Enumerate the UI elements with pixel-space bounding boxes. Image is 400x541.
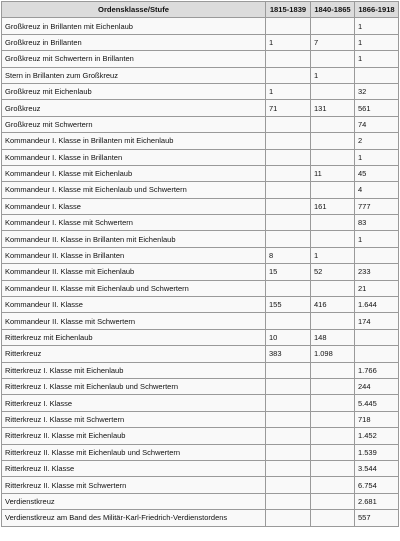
table-row <box>2 133 399 149</box>
table-row <box>2 395 399 411</box>
count-1866-1918-cell: 1.766 <box>355 362 399 378</box>
count-1866-1918-cell: 4 <box>355 182 399 198</box>
count-1815-1839-cell <box>266 460 311 476</box>
count-1815-1839-cell <box>266 411 311 427</box>
count-1840-1865-cell <box>311 231 355 247</box>
count-1866-1918-cell: 1.452 <box>355 428 399 444</box>
table-row <box>2 247 399 263</box>
table-row <box>2 477 399 493</box>
count-1840-1865-cell <box>311 477 355 493</box>
class-level-cell: Ritterkreuz I. Klasse mit Schwertern <box>2 411 266 427</box>
table-row <box>2 313 399 329</box>
table-row <box>2 100 399 116</box>
count-1840-1865-cell <box>311 460 355 476</box>
count-1840-1865-cell: 52 <box>311 264 355 280</box>
count-1815-1839-cell <box>266 313 311 329</box>
count-1866-1918-cell: 557 <box>355 510 399 526</box>
class-level-cell: Kommandeur I. Klasse mit Eichenlaub <box>2 165 266 181</box>
count-1866-1918-cell: 777 <box>355 198 399 214</box>
count-1815-1839-cell <box>266 444 311 460</box>
count-1840-1865-cell <box>311 411 355 427</box>
count-1815-1839-cell <box>266 133 311 149</box>
count-1866-1918-cell <box>355 329 399 345</box>
count-1840-1865-cell <box>311 444 355 460</box>
count-1866-1918-cell: 1 <box>355 34 399 50</box>
class-level-cell: Verdienstkreuz am Band des Militär-Karl-Friedrich-Verdienstordens <box>2 510 266 526</box>
count-1840-1865-cell <box>311 428 355 444</box>
count-1815-1839-cell <box>266 215 311 231</box>
class-level-cell: Ritterkreuz mit Eichenlaub <box>2 329 266 345</box>
count-1866-1918-cell: 21 <box>355 280 399 296</box>
count-1866-1918-cell: 1 <box>355 149 399 165</box>
count-1840-1865-cell <box>311 493 355 509</box>
table-row <box>2 215 399 231</box>
decorations-table <box>1 1 399 527</box>
class-level-cell: Kommandeur II. Klasse mit Eichenlaub <box>2 264 266 280</box>
count-1866-1918-cell: 1 <box>355 51 399 67</box>
table-row <box>2 297 399 313</box>
count-1866-1918-cell: 561 <box>355 100 399 116</box>
table-row <box>2 378 399 394</box>
class-level-cell: Großkreuz mit Schwertern <box>2 116 266 132</box>
table-row <box>2 444 399 460</box>
class-level-cell: Ritterkreuz I. Klasse <box>2 395 266 411</box>
table-header-row <box>2 2 399 18</box>
class-level-cell: Ritterkreuz II. Klasse mit Eichenlaub und Schwertern <box>2 444 266 460</box>
count-1840-1865-cell: 1 <box>311 67 355 83</box>
count-1866-1918-cell: 1.539 <box>355 444 399 460</box>
count-1840-1865-cell: 148 <box>311 329 355 345</box>
count-1815-1839-cell: 383 <box>266 346 311 362</box>
table-row <box>2 460 399 476</box>
class-level-cell: Ritterkreuz II. Klasse mit Eichenlaub <box>2 428 266 444</box>
count-1815-1839-cell: 71 <box>266 100 311 116</box>
count-1866-1918-cell <box>355 67 399 83</box>
class-level-cell: Ritterkreuz II. Klasse <box>2 460 266 476</box>
class-level-cell: Kommandeur I. Klasse in Brillanten mit Eichenlaub <box>2 133 266 149</box>
count-1815-1839-cell <box>266 477 311 493</box>
count-1866-1918-cell <box>355 247 399 263</box>
count-1815-1839-cell: 15 <box>266 264 311 280</box>
count-1840-1865-cell <box>311 182 355 198</box>
table-row <box>2 264 399 280</box>
count-1815-1839-cell <box>266 198 311 214</box>
count-1840-1865-cell <box>311 83 355 99</box>
count-1815-1839-cell <box>266 149 311 165</box>
count-1815-1839-cell <box>266 182 311 198</box>
class-level-cell: Großkreuz <box>2 100 266 116</box>
class-level-cell: Stern in Brillanten zum Großkreuz <box>2 67 266 83</box>
class-level-cell: Großkreuz mit Schwertern in Brillanten <box>2 51 266 67</box>
count-1815-1839-cell <box>266 51 311 67</box>
count-1866-1918-cell: 5.445 <box>355 395 399 411</box>
table-row <box>2 149 399 165</box>
class-level-cell: Kommandeur I. Klasse mit Eichenlaub und Schwertern <box>2 182 266 198</box>
table-row <box>2 346 399 362</box>
count-1840-1865-cell <box>311 215 355 231</box>
class-level-cell: Kommandeur I. Klasse in Brillanten <box>2 149 266 165</box>
count-1840-1865-cell <box>311 362 355 378</box>
class-level-cell: Großkreuz in Brillanten <box>2 34 266 50</box>
count-1840-1865-cell: 161 <box>311 198 355 214</box>
count-1815-1839-cell <box>266 280 311 296</box>
table-row <box>2 83 399 99</box>
count-1815-1839-cell <box>266 428 311 444</box>
table-body <box>2 18 399 526</box>
table-row <box>2 510 399 526</box>
table-row <box>2 493 399 509</box>
table-row <box>2 329 399 345</box>
count-1815-1839-cell: 8 <box>266 247 311 263</box>
count-1866-1918-cell: 32 <box>355 83 399 99</box>
count-1866-1918-cell <box>355 346 399 362</box>
header-period-1866-1918: 1866-1918 <box>355 2 399 18</box>
table-row <box>2 67 399 83</box>
count-1866-1918-cell: 1 <box>355 18 399 34</box>
count-1840-1865-cell <box>311 116 355 132</box>
count-1815-1839-cell: 155 <box>266 297 311 313</box>
count-1840-1865-cell <box>311 18 355 34</box>
count-1866-1918-cell: 6.754 <box>355 477 399 493</box>
count-1866-1918-cell: 718 <box>355 411 399 427</box>
count-1866-1918-cell: 83 <box>355 215 399 231</box>
count-1815-1839-cell <box>266 395 311 411</box>
count-1815-1839-cell <box>266 18 311 34</box>
table-row <box>2 18 399 34</box>
class-level-cell: Ritterkreuz II. Klasse mit Schwertern <box>2 477 266 493</box>
count-1815-1839-cell <box>266 378 311 394</box>
count-1866-1918-cell: 1 <box>355 231 399 247</box>
class-level-cell: Verdienstkreuz <box>2 493 266 509</box>
count-1866-1918-cell: 45 <box>355 165 399 181</box>
table-row <box>2 231 399 247</box>
count-1866-1918-cell: 244 <box>355 378 399 394</box>
class-level-cell: Großkreuz mit Eichenlaub <box>2 83 266 99</box>
table-row <box>2 165 399 181</box>
table-row <box>2 280 399 296</box>
header-period-1840-1865: 1840-1865 <box>311 2 355 18</box>
table-row <box>2 34 399 50</box>
count-1840-1865-cell: 1.098 <box>311 346 355 362</box>
table-row <box>2 411 399 427</box>
class-level-cell: Großkreuz in Brillanten mit Eichenlaub <box>2 18 266 34</box>
count-1866-1918-cell: 1.644 <box>355 297 399 313</box>
table-row <box>2 198 399 214</box>
count-1815-1839-cell <box>266 231 311 247</box>
count-1866-1918-cell: 2.681 <box>355 493 399 509</box>
count-1840-1865-cell <box>311 378 355 394</box>
table-row <box>2 116 399 132</box>
count-1815-1839-cell <box>266 510 311 526</box>
decorations-table-container <box>1 1 398 527</box>
count-1815-1839-cell <box>266 116 311 132</box>
count-1840-1865-cell <box>311 510 355 526</box>
count-1840-1865-cell <box>311 313 355 329</box>
count-1815-1839-cell <box>266 493 311 509</box>
table-row <box>2 182 399 198</box>
header-class-level: Ordensklasse/Stufe <box>2 2 266 18</box>
class-level-cell: Kommandeur I. Klasse <box>2 198 266 214</box>
class-level-cell: Ritterkreuz I. Klasse mit Eichenlaub und Schwertern <box>2 378 266 394</box>
count-1866-1918-cell: 233 <box>355 264 399 280</box>
class-level-cell: Kommandeur I. Klasse mit Schwertern <box>2 215 266 231</box>
class-level-cell: Kommandeur II. Klasse <box>2 297 266 313</box>
count-1840-1865-cell <box>311 133 355 149</box>
class-level-cell: Kommandeur II. Klasse mit Eichenlaub und Schwertern <box>2 280 266 296</box>
count-1840-1865-cell <box>311 149 355 165</box>
count-1840-1865-cell: 7 <box>311 34 355 50</box>
count-1840-1865-cell: 131 <box>311 100 355 116</box>
class-level-cell: Ritterkreuz <box>2 346 266 362</box>
count-1840-1865-cell: 11 <box>311 165 355 181</box>
count-1840-1865-cell <box>311 395 355 411</box>
count-1866-1918-cell: 3.544 <box>355 460 399 476</box>
table-row <box>2 51 399 67</box>
count-1866-1918-cell: 2 <box>355 133 399 149</box>
count-1815-1839-cell: 10 <box>266 329 311 345</box>
count-1866-1918-cell: 174 <box>355 313 399 329</box>
count-1815-1839-cell: 1 <box>266 83 311 99</box>
count-1840-1865-cell <box>311 280 355 296</box>
header-period-1815-1839: 1815-1839 <box>266 2 311 18</box>
class-level-cell: Kommandeur II. Klasse in Brillanten mit Eichenlaub <box>2 231 266 247</box>
table-row <box>2 428 399 444</box>
count-1815-1839-cell: 1 <box>266 34 311 50</box>
count-1840-1865-cell: 416 <box>311 297 355 313</box>
count-1840-1865-cell <box>311 51 355 67</box>
class-level-cell: Kommandeur II. Klasse mit Schwertern <box>2 313 266 329</box>
count-1866-1918-cell: 74 <box>355 116 399 132</box>
count-1815-1839-cell <box>266 165 311 181</box>
count-1815-1839-cell <box>266 362 311 378</box>
count-1815-1839-cell <box>266 67 311 83</box>
class-level-cell: Ritterkreuz I. Klasse mit Eichenlaub <box>2 362 266 378</box>
table-row <box>2 362 399 378</box>
class-level-cell: Kommandeur II. Klasse in Brillanten <box>2 247 266 263</box>
count-1840-1865-cell: 1 <box>311 247 355 263</box>
